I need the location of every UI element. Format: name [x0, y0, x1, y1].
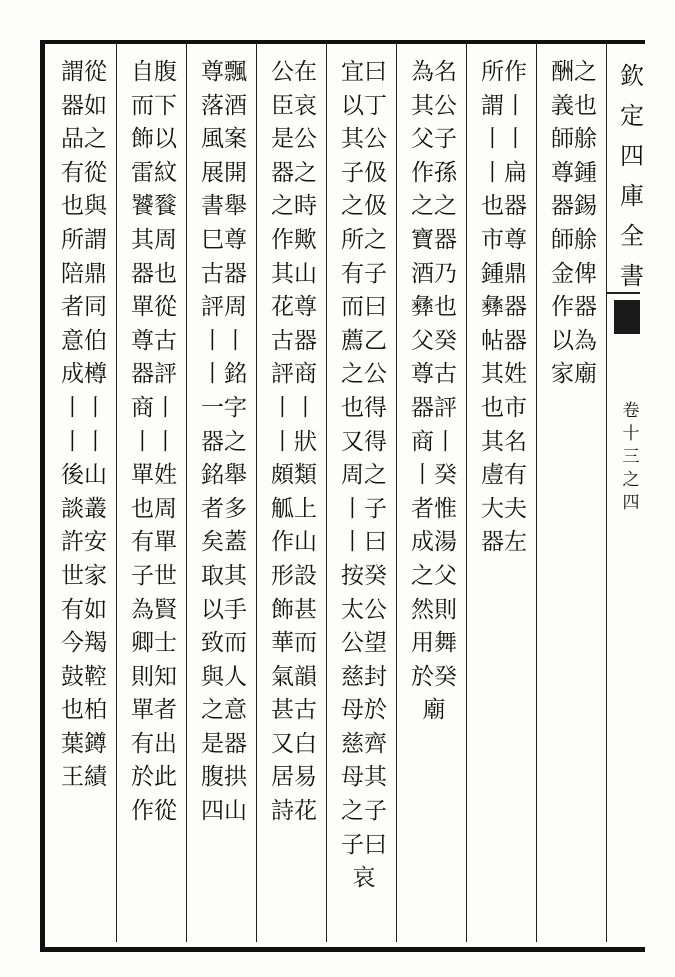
text-column-8 [58, 56, 110, 795]
column-rule [186, 44, 187, 942]
column-rule [606, 44, 607, 942]
column-rule [116, 44, 117, 942]
column-text: 尊飄落酒風案展開書舉巳尊古器評周丨丨丨銘一字器之銘舉者多矣蓋取其以手致而與人之意是器腹拱四山 [201, 59, 247, 825]
column-text: 所作謂丨丨丨丨扁也器市尊鍾鼎彝器帖器其姓也市其名䖒有大夫器左 [481, 59, 527, 556]
volume-label: 卷十三之四 [622, 401, 640, 513]
column-rule [326, 44, 327, 942]
text-column-5 [268, 56, 320, 829]
column-text: 謂從器如品之有從也與所謂陪鼎者同意伯成樽丨丨丨丨後山談叢許安世家有如今羯鼓鞚也柏葉鐏王績 [61, 59, 107, 791]
margin-title: 欽定四庫全書 [620, 62, 644, 290]
text-column-2 [478, 56, 530, 560]
column-rule [256, 44, 257, 942]
text-column-1 [548, 56, 600, 392]
text-column-3 [408, 56, 460, 728]
text-column-6 [198, 56, 250, 829]
column-text: 酬之義也師艅尊鍾器錫師艅金俾作器以為家廟 [551, 59, 597, 388]
column-text: 為名其公父子作孫之之寶器酒乃彝也父癸尊古器評商丨丨癸者惟成湯之父然則用舞於癸廟 [411, 59, 457, 724]
text-column-7 [128, 56, 180, 829]
column-text: 宜曰以丁其公子伋之伋所之有子而曰薦乙之公也得又得周之丨子丨曰按癸太公公望慈封母於慈齊母其之子子曰哀 [341, 59, 387, 892]
column-text: 公在臣哀是公器之之時作歟其山花尊古器評商丨丨丨狀頗類觚上作山形設飾甚華而氣韻甚古又白居易詩花 [271, 59, 317, 825]
column-rule [466, 44, 467, 942]
text-column-4 [338, 56, 390, 896]
fishtail-mark [614, 300, 640, 334]
column-text: 自腹而下飾以雷紋饕餮其周器也單從尊古器評商丨丨丨單姓也周有單子世為賢卿士則知單者有出於此作從 [131, 59, 177, 825]
column-rule [396, 44, 397, 942]
column-rule [536, 44, 537, 942]
